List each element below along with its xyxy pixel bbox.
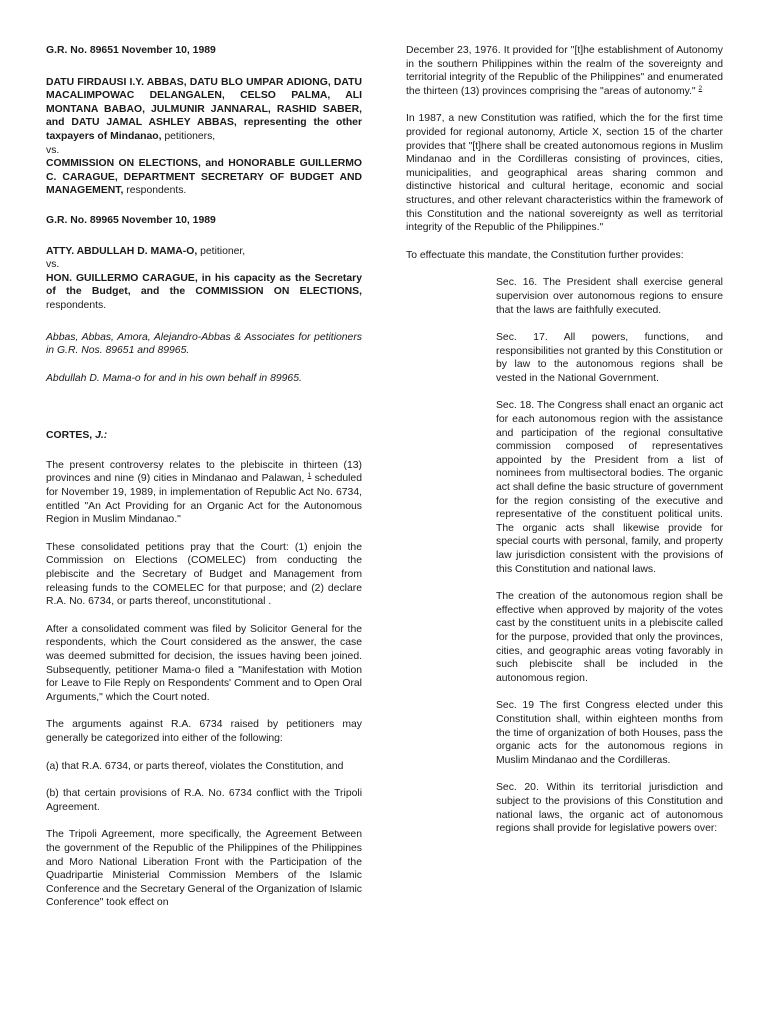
- paragraph: The Tripoli Agreement, more specifically, the Agreement Between the government of the Republic of the Philippines of the Philippines and Moro National Liberation Front with the Participation of the Quadripartie Ministerial Commission Members of the Islamic Conference and the Secretary General of the Organization of Islamic Conference" took effect on: [46, 829, 362, 909]
- counsel-note-1: Abbas, Abbas, Amora, Alejandro-Abbas & Associates for petitioners in G.R. Nos. 89651 and 89965.: [46, 331, 362, 357]
- paragraph: December 23, 1976. It provided for "[t]he establishment of Autonomy in the southern Philippines within the realm of the sovereignty and territorial integrity of the Republic of the Philippines" and enumerated the thirteen (13) provinces comprising the "areas of autonomy." $^2$: [406, 45, 723, 97]
- constitution-section-16: Sec. 16. The President shall exercise general supervision over autonomous regions to ensure that the laws are faithfully executed.: [496, 277, 723, 316]
- constitution-section-17: Sec. 17. All powers, functions, and responsibilities not granted by this Constitution or by law to the autonomous regions shall be vested in the National Government.: [496, 332, 723, 384]
- case-header-89651: G.R. No. 89651 November 10, 1989: [46, 45, 216, 56]
- case-header-89965: G.R. No. 89965 November 10, 1989: [46, 214, 216, 226]
- paragraph: In 1987, a new Constitution was ratified, which the for the first time provided for regional autonomy, Article X, section 15 of the charter provides that "[t]here shall be created autonomous regions in Muslim Mindanao and in the Cordilleras consisting of provinces, cities, municipalities, and geographical areas sharing common and distinctive historical and cultural heritage, economic and social structures, and other relevant characteristics within the framework of this Constitution and the national sovereignty as well as territorial integrity of the Republic of the Philippines.": [406, 113, 723, 234]
- respondents-names: COMMISSION ON ELECTIONS, and HONORABLE GUILLERMO C. CARAGUE, DEPARTMENT SECRETARY OF BUDGET AND MANAGEMENT,: [46, 158, 362, 197]
- paragraph: (b) that certain provisions of R.A. No. 6734 conflict with the Tripoli Agreement.: [46, 788, 362, 813]
- right-column: [406, 44, 723, 836]
- petitioners-names: DATU FIRDAUSI I.Y. ABBAS, DATU BLO UMPAR ADIONG, DATU MACALIMPOWAC DELANGALEN, CELSO PALMA, ALI MONTANA BABAO, JULMUNIR JANNARAL, RASHID SABER, and DATU JAMAL ASHLEY ABBAS, representing the other taxpayers of Mindanao,: [46, 76, 362, 142]
- footnote-ref-1[interactable]: 1: [307, 472, 312, 480]
- parties-89651: [46, 76, 362, 198]
- paragraph: The arguments against R.A. 6734 raised by petitioners may generally be categorized into either of the following:: [46, 719, 362, 744]
- counsel-note-2: Abdullah D. Mama-o for and in his own behalf in 89965.: [46, 372, 302, 384]
- respondents-names: HON. GUILLERMO CARAGUE, in his capacity as the Secretary of the Budget, and the COMMISSION ON ELECTIONS,: [46, 272, 362, 298]
- ponente-name: CORTES,: [46, 430, 96, 442]
- versus-label: vs.: [46, 259, 60, 271]
- paragraph: (a) that R.A. 6734, or parts thereof, violates the Constitution, and: [46, 760, 344, 772]
- constitution-section-18-b: The creation of the autonomous region shall be effective when approved by majority of the votes cast by the constituent units in a plebiscite called for the purpose, provided that only the provinces, cities, and geographic areas voting favorably in such plebiscite shall be included in the autonomous region.: [496, 591, 723, 684]
- respondents-role: respondents.: [46, 299, 107, 311]
- footnote-ref-2[interactable]: 2: [698, 84, 703, 92]
- left-column: [46, 44, 362, 910]
- versus-label: vs.: [46, 144, 60, 156]
- petitioner-name: ATTY. ABDULLAH D. MAMA-O,: [46, 245, 198, 257]
- paragraph: These consolidated petitions pray that the Court: (1) enjoin the Commission on Elections (COMELEC) from conducting the plebiscite and the Secretary of Budget and Management from releasing funds to the COMELEC for that purpose; and (2) declare R.A. No. 6734, or parts thereof, unconstitutional .: [46, 541, 362, 608]
- petitioner-role: petitioner,: [197, 245, 246, 257]
- constitution-section-18: Sec. 18. The Congress shall enact an organic act for each autonomous region with the assistance and participation of the regional consultative commission composed of representatives appointed by the President from a list of nominees from multisectoral bodies. The organic act shall define the basic structure of government for the region consisting of the executive and representative of the constituent political units. The organic acts shall likewise provide for special courts with personal, family, and property law jurisdiction consistent with the provisions of this Constitution and national laws.: [496, 400, 723, 575]
- ponente-title: J.:: [95, 430, 108, 442]
- ponente: [46, 429, 362, 443]
- constitution-section-20: Sec. 20. Within its territorial jurisdiction and subject to the provisions of this Constitution and national laws, the organic act of autonomous regions shall provide for legislative powers over:: [496, 782, 723, 835]
- petitioners-role: petitioners,: [161, 130, 216, 142]
- paragraph: To effectuate this mandate, the Constitution further provides:: [406, 249, 684, 261]
- parties-89965: [46, 245, 362, 313]
- constitution-section-19: Sec. 19 The first Congress elected under this Constitution shall, within eighteen months from the time of organization of both Houses, pass the organic acts for the autonomous regions in Muslim Mindanao and the Cordilleras.: [496, 700, 723, 766]
- paragraph: After a consolidated comment was filed by Solicitor General for the respondents, which the Court considered as the answer, the case was deemed submitted for decision, the issues having been joined. Subsequently, petitioner Mama-o filed a "Manifestation with Motion for Leave to File Reply on Respondents' Comment and to Open Oral Arguments," which the Court noted.: [46, 623, 362, 703]
- respondents-role: respondents.: [123, 185, 187, 197]
- paragraph: The present controversy relates to the plebiscite in thirteen (13) provinces and nine (9) cities in Mindanao and Palawan, $^1$ scheduled for November 19, 1989, in implementation of Republic Act No. 6734, entitled "An Act Providing for an Organic Act for the Autonomous Region in Muslim Mindanao.": [46, 459, 362, 526]
